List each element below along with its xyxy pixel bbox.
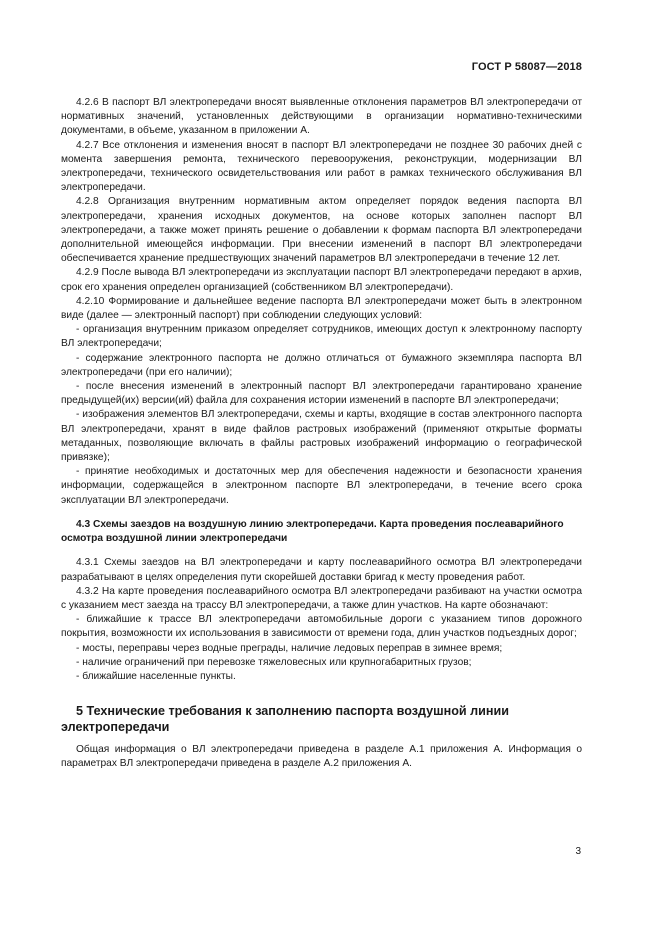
standard-designation: ГОСТ Р 58087—2018 [471,61,582,73]
paragraph-4-3-2: 4.3.2 На карте проведения послеаварийного осмотра ВЛ электропередачи разбивают на участки осмотра с указанием мест заезда на трассу ВЛ электропередачи, а также длин участков. На карте обозначают: [61,585,582,611]
list-item: - принятие необходимых и достаточных мер для обеспечения надежности и безопасности хранения информации, содержащейся в электронном паспорте ВЛ электропередачи, в течение всего срока эксплуатации ВЛ электропередачи. [61,466,582,506]
list-item: - мосты, переправы через водные преграды, наличие ледовых переправ в зимнее время; [76,642,503,654]
list-item: - ближайшие к трассе ВЛ электропередачи автомобильные дороги с указанием типов дорожного покрытия, возможности их использования в зависимости от времени года, длин участков подъездных дорог; [61,614,582,640]
list-item: - организация внутренним приказом определяет сотрудников, имеющих доступ к электронному паспорту ВЛ электропередачи; [61,324,582,350]
list-item: - изображения элементов ВЛ электропередачи, схемы и карты, входящие в состав электронного паспорта ВЛ электропередачи, хранят в виде файлов растровых изображений (применяют открытые форматы метаданных, позволяющие включать в файлы растровых изображений информацию о географической привязке); [61,409,582,464]
page-number: 3 [575,846,581,857]
subsection-heading-4-3: 4.3 Схемы заездов на воздушную линию электропередачи. Карта проведения послеаварийного осмотра воздушной линии электропередачи [61,518,564,545]
paragraph-section-5: Общая информация о ВЛ электропередачи приведена в разделе А.1 приложения А. Информация о параметрах ВЛ электропередачи приведена в разделе А.2 приложения А. [61,744,582,770]
paragraph-4-2-6: 4.2.6 В паспорт ВЛ электропередачи вносят выявленные отклонения параметров ВЛ электропередачи от нормативных значений, установленных действующими в организации нормативно-техническими документами, в объеме, указанном в приложении А. [61,97,582,137]
paragraph-4-2-7: 4.2.7 Все отклонения и изменения вносят в паспорт ВЛ электропередачи не позднее 30 рабочих дней с момента завершения ремонта, технического перевооружения, реконструкции, модернизации ВЛ электропередачи, технического освидетельствования или работ в рамках технического обслуживания ВЛ электропередачи. [61,139,582,194]
list-item: - ближайшие населенные пункты. [76,670,236,682]
body-text [61,96,582,772]
paragraph-4-2-10: 4.2.10 Формирование и дальнейшее ведение паспорта ВЛ электропередачи может быть в электронном виде (далее — электронный паспорт) при соблюдении следующих условий: [61,295,582,322]
list-item: - содержание электронного паспорта не должно отличаться от бумажного экземпляра паспорта ВЛ электропередачи (при его наличии); [61,352,582,378]
paragraph-4-2-8: 4.2.8 Организация внутренним нормативным актом определяет порядок ведения паспорта ВЛ электропередачи, хранения исходных документов, на основе которых заполнен паспорт ВЛ электропередачи, а также может принять решение о добавлении к формам паспорта ВЛ электропередачи дополнительной имеющейся информации. При внесении изменений в паспорт ВЛ электропередачи обеспечивается хранение предшествующих значений параметров ВЛ электропередачи в течение 12 лет. [61,196,582,265]
paragraph-4-3-1: 4.3.1 Схемы заездов на ВЛ электропередачи и карту послеаварийного осмотра ВЛ электропередачи разрабатывают в целях определения пути скорейшей доставки бригад к месту проведения работ. [61,557,582,583]
paragraph-4-2-9: 4.2.9 После вывода ВЛ электропередачи из эксплуатации паспорт ВЛ электропередачи передают в архив, срок его хранения определен организацией (собственником ВЛ электропередачи). [61,267,582,293]
list-item: - наличие ограничений при перевозке тяжеловесных или крупногабаритных грузов; [76,656,472,668]
list-item: - после внесения изменений в электронный паспорт ВЛ электропередачи гарантировано хранение предыдущей(их) версии(ий) файла для сохранения истории изменений в паспорте ВЛ электропередачи; [61,381,582,407]
section-heading-5: 5 Технические требования к заполнению паспорта воздушной линии электропередачи [61,704,510,734]
